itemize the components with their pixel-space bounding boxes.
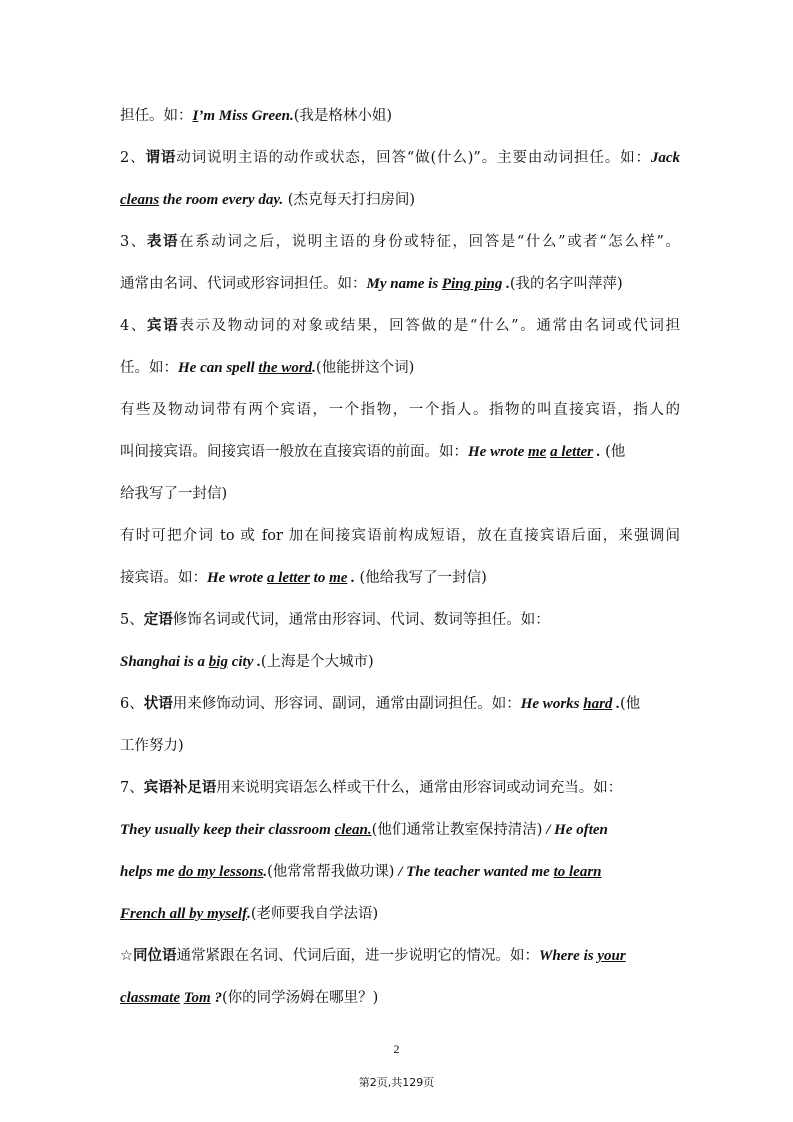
text-line: 给我写了一封信): [120, 486, 228, 502]
term-attribute: 定语: [143, 611, 173, 628]
text-line: 有些及物动词带有两个宾语，一个指物，一个指人。指物的叫直接宾语，指人的: [120, 402, 680, 418]
text-line: 叫间接宾语。间接宾语一般放在直接宾语的前面。如：He wrote me a letter . (他: [120, 444, 626, 460]
text-line: 4、宾语表示及物动词的对象或结果，回答做的是“什么”。通常由名词或代词担: [120, 317, 681, 334]
star-icon: ☆: [120, 948, 133, 964]
text-line: 接宾语。如：He wrote a letter to me . (他给我写了一封信): [120, 570, 487, 586]
term-object: 宾语: [147, 317, 180, 334]
term-predicate: 谓语: [145, 149, 177, 166]
text-line: 5、定语修饰名词或代词，通常由形容词、代词、数词等担任。如：: [120, 611, 550, 628]
text-line: helps me do my lessons.(他常常帮我做功课) / The teacher wanted me to learn: [120, 864, 602, 880]
term-adverbial: 状语: [143, 695, 173, 712]
text-line: 7、宾语补足语用来说明宾语怎么样或干什么，通常由形容词或动词充当。如：: [120, 779, 623, 796]
text-line: 通常由名词、代词或形容词担任。如：My name is Ping ping .(我的名字叫萍萍): [120, 276, 623, 292]
text-line: 有时可把介词 to 或 for 加在间接宾语前构成短语，放在直接宾语后面，来强调间: [120, 528, 680, 544]
text-line: ☆同位语通常紧跟在名词、代词后面，进一步说明它的情况。如：Where is your: [120, 947, 626, 964]
text-line: 2、谓语动词说明主语的动作或状态，回答“做(什么)”。主要由动词担任。如：Jack: [120, 149, 681, 166]
term-predicative: 表语: [146, 233, 180, 250]
text-line: 工作努力): [120, 738, 184, 754]
text-line: 担任。如：I’m Miss Green.(我是格林小姐): [120, 108, 393, 124]
term-object-complement: 宾语补足语: [143, 779, 217, 796]
text-line: cleans the room every day. (杰克每天打扫房间): [120, 192, 416, 208]
text-line: classmate Tom ?(你的同学汤姆在哪里？): [120, 990, 379, 1006]
text-line: They usually keep their classroom clean.(他们通常让教室保持清洁) / He often: [120, 822, 608, 838]
term-appositive: 同位语: [133, 947, 177, 964]
text-line: 3、表语在系动词之后，说明主语的身份或特征，回答是“什么”或者“怎么样”。: [120, 233, 681, 250]
text-line: 6、状语用来修饰动词、形容词、副词，通常由副词担任。如：He works hard .(他: [120, 695, 641, 712]
text-line: Shanghai is a big city .(上海是个大城市): [120, 654, 374, 670]
page-footer: 第2页,共129页: [358, 1076, 435, 1089]
text-line: 任。如：He can spell the word.(他能拼这个词): [120, 360, 415, 376]
page-number: 2: [393, 1042, 400, 1056]
text-line: French all by myself.(老师要我自学法语): [120, 906, 379, 922]
